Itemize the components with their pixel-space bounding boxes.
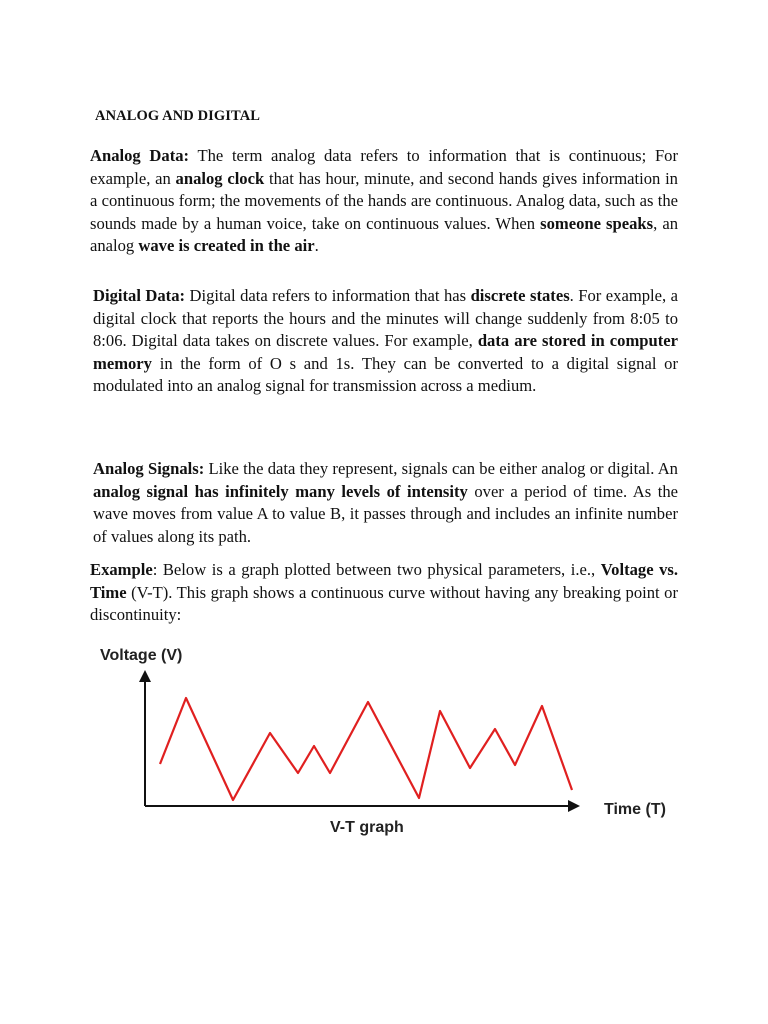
bold-text-run: data are stored in computer memory: [93, 331, 678, 373]
bold-text-run: Digital Data:: [93, 286, 186, 305]
signal-curve: [160, 698, 572, 800]
bold-text-run: Analog Data:: [90, 146, 190, 165]
text-run: . For example, a digital clock that reports the hours and the minutes will change suddenly from 8:05 to 8:06. Digital data takes on discrete values. For example,: [93, 286, 678, 351]
text-run: Digital data refers to information that has: [185, 286, 471, 305]
x-axis-arrow-icon: [568, 800, 580, 812]
bold-text-run: discrete states: [470, 286, 570, 305]
bold-text-run: Example: [90, 560, 153, 579]
bold-text-run: Analog Signals:: [93, 459, 205, 478]
y-axis-arrow-icon: [139, 670, 151, 682]
y-axis-label: Voltage (V): [100, 647, 183, 664]
analog-signals-paragraph: [93, 458, 678, 548]
bold-text-run: Voltage vs. Time: [90, 560, 678, 602]
text-run: : Below is a graph plotted between two physical parameters, i.e.,: [152, 560, 601, 579]
text-run: , an analog: [90, 213, 678, 256]
digital-data-paragraph: [93, 285, 678, 398]
text-run: (V-T). This graph shows a continuous curve without having any breaking point or discontinuity:: [90, 582, 678, 625]
text-run: The term analog data refers to information that is continuous; For example, an: [90, 146, 678, 188]
voltage-time-graph: [90, 636, 690, 846]
text-run: .: [314, 236, 319, 256]
bold-text-run: wave is created in the air: [138, 236, 315, 256]
bold-text-run: analog signal has infinitely many levels of intensity: [93, 481, 468, 501]
x-axis-label: Time (T): [604, 801, 666, 818]
example-paragraph: [90, 559, 678, 627]
graph-caption: V-T graph: [330, 819, 404, 836]
text-run: that has hour, minute, and second hands gives information in a continuous form; the movements of the hands are continuous. Analog data, such as the sounds made by a human voice, take on continuous values. When: [90, 168, 678, 233]
text-run: over a period of time. As the wave moves from value A to value B, it passes through and includes an infinite number of values along its path.: [93, 481, 679, 546]
analog-data-paragraph: [90, 145, 678, 258]
document-heading: ANALOG AND DIGITAL: [95, 108, 261, 124]
text-run: Like the data they represent, signals can be either analog or digital. An: [204, 459, 678, 478]
bold-text-run: someone speaks: [540, 213, 654, 233]
text-run: in the form of O s and 1s. They can be converted to a digital signal or modulated into an analog signal for transmission across a medium.: [93, 353, 678, 396]
bold-text-run: analog clock: [175, 168, 265, 188]
